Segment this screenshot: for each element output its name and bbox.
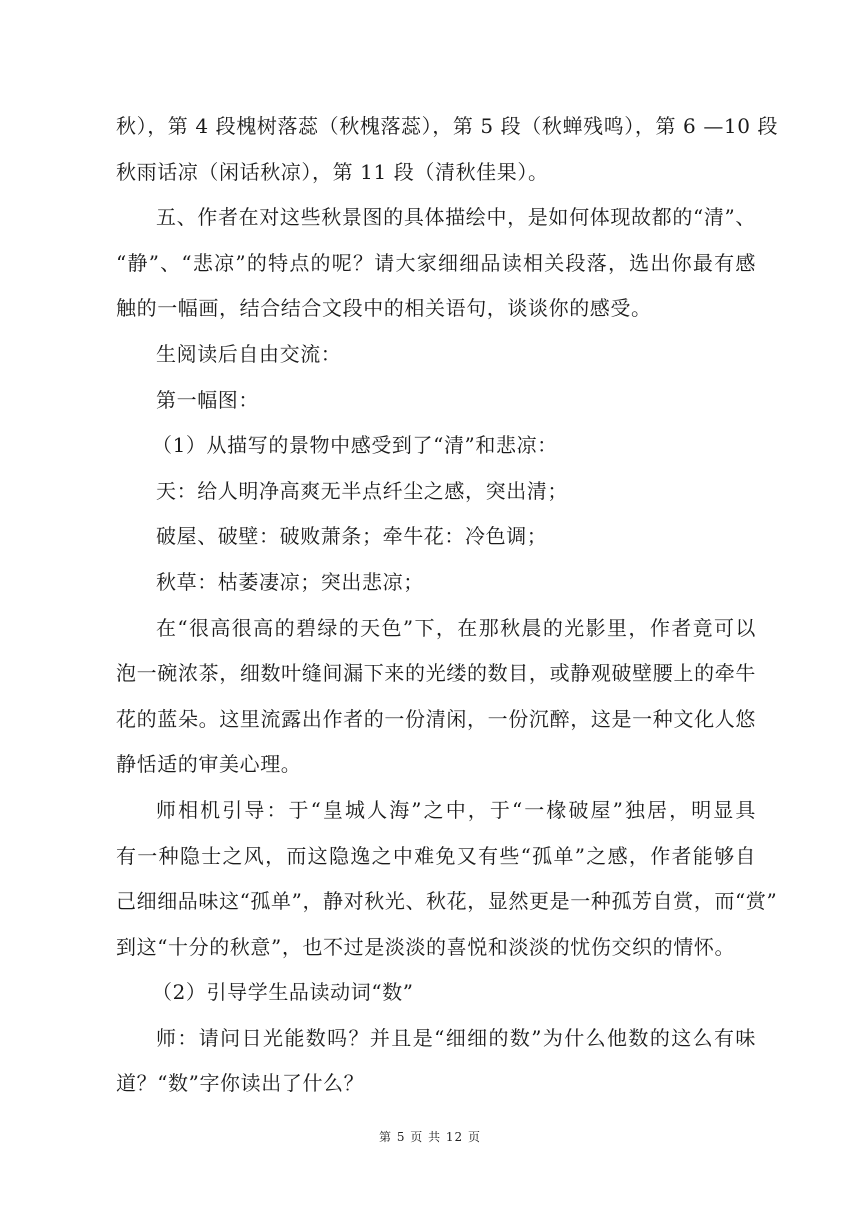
page-number-footer: 第 5 页 共 12 页 [379, 1130, 481, 1144]
text-line: 五、作者在对这些秋景图的具体描绘中，是如何体现故都的“清”、 [156, 205, 756, 230]
text-line: 秋），第 4 段槐树落蕊（秋槐落蕊），第 5 段（秋蝉残鸣），第 6 —10 段 [116, 114, 779, 138]
text-line: 师：请问日光能数吗？并且是“细细的数”为什么他数的这么有味 [156, 1025, 756, 1050]
text-line: 静恬适的审美心理。 [116, 752, 302, 777]
text-line: 破屋、破壁：破败萧条；牵牛花：冷色调； [156, 524, 548, 549]
text-line: 秋雨话凉（闲话秋凉），第 11 段（清秋佳果）。 [116, 159, 549, 184]
text-line: 第一幅图： [156, 387, 259, 412]
text-line: （1）从描写的景物中感受到了“清”和悲凉： [152, 433, 558, 458]
text-line: 师相机引导：于“皇城人海”之中，于“一椽破屋”独居，明显具 [156, 797, 756, 822]
text-line: 秋草：枯萎凄凉；突出悲凉； [156, 569, 424, 594]
text-line: 泡一碗浓茶，细数叶缝间漏下来的光缕的数目，或静观破壁腰上的牵牛 [116, 661, 756, 686]
text-line: 有一种隐士之风，而这隐逸之中难免又有些“孤单”之感，作者能够自 [116, 843, 756, 868]
text-line: 触的一幅画，结合结合文段中的相关语句，谈谈你的感受。 [116, 296, 652, 321]
text-line: 己细细品味这“孤单”，静对秋光、秋花，显然更是一种孤芳自赏，而“赏” [116, 889, 778, 914]
text-line: 在“很高很高的碧绿的天色”下，在那秋晨的光影里，作者竟可以 [156, 615, 756, 640]
document-body [116, 104, 779, 1107]
text-line: 花的蓝朵。这里流露出作者的一份清闲，一份沉醉，这是一种文化人悠 [116, 706, 756, 731]
text-line: 生阅读后自由交流： [156, 341, 342, 366]
text-line: “静”、“悲凉”的特点的呢？请大家细细品读相关段落，选出你最有感 [116, 250, 756, 275]
text-line: 道？“数”字你读出了什么？ [116, 1071, 365, 1096]
text-line: 天：给人明净高爽无半点纤尘之感，突出清； [156, 478, 568, 503]
text-line: 到这“十分的秋意”，也不过是淡淡的喜悦和淡淡的忧伤交织的情怀。 [116, 934, 736, 959]
text-line: （2）引导学生品读动词“数” [152, 980, 414, 1005]
